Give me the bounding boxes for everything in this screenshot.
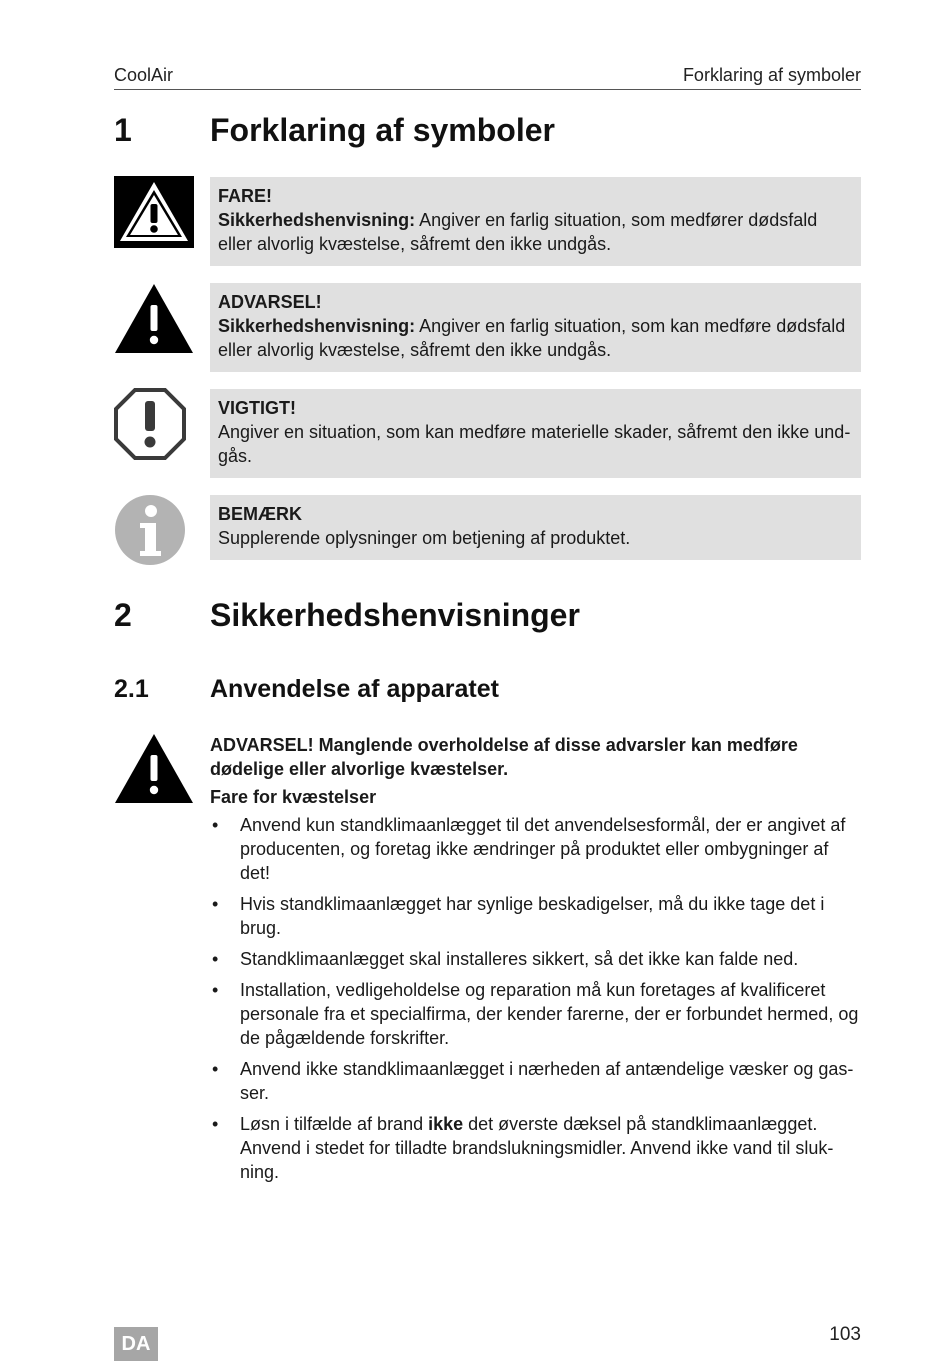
- list-item: [210, 892, 861, 940]
- note-title: FARE!: [218, 186, 272, 206]
- note-danger: [210, 177, 861, 266]
- caution-octagon-icon: [114, 388, 186, 460]
- list-item-text: Standklimaanlægget skal installeres sikkert, så det ikke kan falde ned.: [240, 949, 799, 969]
- note-important: [210, 389, 861, 478]
- bullet-symbol: •: [212, 949, 219, 969]
- note-text: Angiver en farlig situation, som kan medføre dødsfald eller alvorlig kvæstelse, såfremt den ikke undgås.: [218, 316, 846, 360]
- bullet-symbol: •: [212, 1114, 219, 1134]
- chapter-title: Forklaring af symboler: [682, 65, 861, 85]
- note-text: Supplerende oplysninger om betjening af produktet.: [218, 528, 631, 548]
- emphasis-text: ikke: [428, 1114, 464, 1134]
- subheading: Fare for kvæstelser: [210, 787, 377, 807]
- list-item: [210, 1057, 861, 1105]
- list-item-text: Anvend kun standklimaanlægget til det anvendelsesformål, der er angivet af producenten, og foretag ikke ændringer på produktet eller ombygninger af det!: [240, 815, 846, 883]
- list-item: [210, 1112, 861, 1184]
- section-number: 2.1: [114, 675, 149, 703]
- list-item: [210, 813, 861, 885]
- product-name: CoolAir: [114, 65, 174, 85]
- section-title: Sikkerhedshenvisninger: [210, 597, 580, 633]
- list-item: [210, 947, 861, 971]
- bullet-symbol: •: [212, 894, 219, 914]
- note-text: Angiver en situation, som kan medføre materielle skader, såfremt den ikke undgås.: [218, 422, 851, 466]
- note-lead: Sikkerhedshenvisning:: [218, 210, 416, 230]
- bullet-symbol: •: [212, 815, 219, 835]
- note-text: Angiver en farlig situation, som medfører dødsfald eller alvorlig kvæstelse, såfremt den ikke undgås.: [218, 210, 818, 254]
- section-title: Forklaring af symboler: [210, 112, 555, 148]
- safety-instructions: [210, 733, 861, 1191]
- page-header: [114, 64, 861, 90]
- warning-triangle-icon: [114, 733, 194, 805]
- list-item-text: Hvis standklimaanlægget har synlige beskadigelser, må du ikke tage det i brug.: [240, 894, 825, 938]
- list-item-text-pre: Løsn i tilfælde af brand: [240, 1114, 429, 1134]
- info-circle-icon: [114, 494, 186, 566]
- note-warning: [210, 283, 861, 372]
- bullet-list: [210, 813, 861, 1184]
- page-number: 103: [829, 1324, 861, 1345]
- danger-square-icon: [114, 176, 194, 248]
- note-lead: Sikkerhedshenvisning:: [218, 316, 416, 336]
- section-number: 1: [114, 112, 132, 148]
- list-item: [210, 978, 861, 1050]
- bullet-symbol: •: [212, 980, 219, 1000]
- note-title: ADVARSEL!: [218, 292, 322, 312]
- section-title: Anvendelse af apparatet: [210, 675, 499, 703]
- warning-triangle-icon: [114, 283, 194, 355]
- note-title: VIGTIGT!: [218, 398, 296, 418]
- bullet-symbol: •: [212, 1059, 219, 1079]
- warning-statement: ADVARSEL! Manglende overholdelse af disse advarsler kan medføre dødelige eller alvorlige kvæstelser.: [210, 735, 798, 779]
- section-number: 2: [114, 597, 132, 633]
- list-item-text: Anvend ikke standklimaanlægget i nærheden af antændelige væsker og gasser.: [240, 1059, 854, 1103]
- language-badge: DA: [114, 1327, 158, 1361]
- note-title: BEMÆRK: [218, 504, 302, 524]
- list-item-text: Installation, vedligeholdelse og reparation må kun foretages af kvalificeret personale fra et specialfirma, der kender farerne, der er forbundet hermed, og de pågældende forskrifter.: [240, 980, 859, 1048]
- list-item-text-post: det øverste dæksel på standklimaanlægget. Anvend i stedet for tilladte brandslukningsmidler. Anvend ikke vand til slukning.: [240, 1114, 834, 1182]
- note-notice: [210, 495, 861, 560]
